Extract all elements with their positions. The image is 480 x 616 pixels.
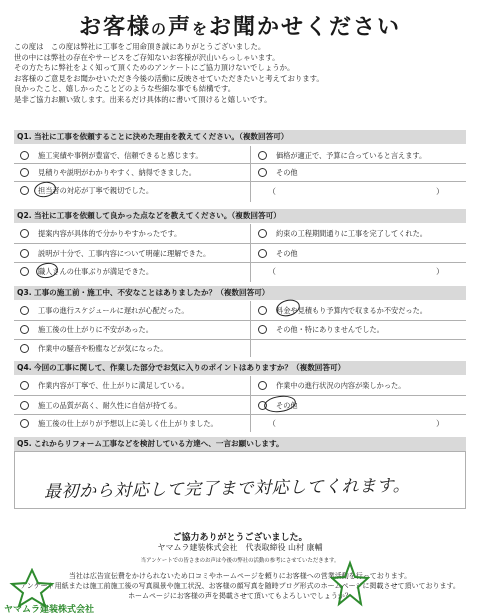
radio-circle-icon	[258, 249, 267, 258]
thanks-text: ご協力ありがとうございました。	[172, 533, 308, 543]
radio-circle-icon	[258, 381, 267, 390]
q2-option-other[interactable]	[258, 249, 298, 259]
title-part: を	[192, 20, 210, 38]
option-label: 作業中の騒音や粉塵などが気になった。	[38, 344, 168, 353]
q4-header	[14, 361, 466, 375]
radio-circle-icon	[20, 229, 29, 238]
q1-option-other[interactable]	[258, 168, 298, 178]
q1-other-field[interactable]: （ ）	[268, 187, 444, 196]
divider	[14, 339, 466, 340]
option-label: 料金や見積もり予算内で収まるか不安だった。	[276, 306, 427, 315]
radio-circle-icon	[20, 344, 29, 353]
q4-other-field[interactable]: （ ）	[268, 419, 444, 428]
radio-circle-icon	[258, 306, 267, 315]
divider	[14, 243, 466, 244]
q3-option-1[interactable]	[20, 306, 189, 316]
q4-option-2[interactable]	[20, 401, 182, 411]
intro-line: 是非ご協力お願い致します。出来るだけ具体的に書いて頂けると嬉しいです。	[14, 94, 272, 104]
option-label: 作業中の進行状況の内容が楽しかった。	[276, 381, 406, 390]
footer-line: アンケート用紙または施工前施工後の写真風景や施工状況、お客様の顔写真を随時ブログ形式のホームページに掲載させて頂いております。	[20, 582, 460, 590]
q4-option-1[interactable]	[20, 381, 189, 391]
divider	[250, 224, 251, 282]
option-label: 工事の進行スケジュールに遅れが心配だった。	[38, 306, 189, 315]
title-part: お客様	[78, 15, 151, 40]
footer-line: ホームページにお客様の声を掲載させて頂いてもよろしいでしょうか？	[128, 592, 352, 600]
intro-line: お客様のご意見をお聞かせいただき今後の活動に反映させていただきたいと考えております。	[14, 73, 324, 83]
q3-option-5[interactable]	[258, 325, 384, 335]
radio-circle-icon	[20, 168, 29, 177]
intro-line: 世の中には弊社の存在やサービスをご存知ないお客様が沢山いらっしゃいます。	[14, 52, 280, 62]
radio-circle-icon	[20, 401, 29, 410]
divider	[14, 262, 466, 263]
question-text: 当社に工事を依頼することに決めた理由を教えてください。（複数回答可）	[34, 132, 289, 141]
option-label: 担当者の対応が丁寧で親切でした。	[38, 186, 154, 195]
option-label: 施工の品質が高く、耐久性に自信が持てる。	[38, 401, 182, 410]
option-label: その他	[276, 168, 298, 177]
q1-option-4[interactable]	[258, 151, 426, 161]
q3-header	[14, 286, 466, 300]
option-label: 職人さんの仕事ぶりが満足できた。	[38, 267, 154, 276]
divider	[14, 395, 466, 396]
q5-header	[14, 437, 466, 451]
divider	[14, 320, 466, 321]
question-number: Q1.	[17, 132, 32, 141]
question-text: 工事の施工前・施工中、不安なことはありましたか？（複数回答可）	[34, 288, 270, 297]
footer-line: 当社は広告宣伝費をかけられないため口コミやホームページを頼りにお客様への営業活動を行っております。	[68, 572, 412, 580]
question-number: Q2.	[17, 211, 32, 220]
option-label: その他	[276, 401, 298, 410]
radio-circle-icon	[20, 419, 29, 428]
divider	[250, 301, 251, 357]
option-label: 施工後の仕上がりに不安があった。	[38, 325, 153, 334]
intro-line: 良かったこと、嬉しかったことどのような些細な事でも結構です。	[14, 84, 236, 94]
title-part: 声	[167, 15, 192, 40]
question-text: これからリフォーム工事などを検討している方達へ、一言お願いします。	[34, 439, 284, 448]
divider	[250, 146, 251, 202]
handwritten-answer: 最初から対応して完了まで対応してくれます。	[43, 475, 411, 503]
divider	[250, 376, 251, 432]
question-number: Q3.	[17, 288, 32, 297]
option-label: 提案内容が具体的で分かりやすかったです。	[38, 229, 182, 238]
question-text: 当社に工事を依頼して良かった点などを教えてください。（複数回答可）	[34, 211, 281, 220]
watermark: ヤマムラ建装株式会社	[4, 605, 95, 615]
divider	[14, 414, 466, 415]
option-label: その他・特にありませんでした。	[276, 325, 384, 334]
q4-option-4[interactable]	[258, 381, 405, 391]
option-label: 施工後の仕上がりが予想以上に美しく仕上がりました。	[38, 419, 218, 428]
q2-option-1[interactable]	[20, 229, 181, 239]
hand-drawn-circle-icon	[263, 394, 297, 414]
radio-circle-icon	[20, 306, 29, 315]
radio-circle-icon	[20, 249, 29, 258]
radio-circle-icon	[20, 267, 29, 276]
option-label: 価格が適正で、予算に合っていると言えます。	[276, 151, 427, 160]
hand-drawn-circle-icon	[33, 180, 58, 199]
radio-circle-icon	[20, 186, 29, 195]
company-name: ヤマムラ建装株式会社 代表取締役 山村 康輔	[157, 543, 323, 552]
radio-circle-icon	[20, 325, 29, 334]
question-number: Q5.	[17, 439, 32, 448]
q2-option-4[interactable]	[258, 229, 427, 239]
question-text: 今回の工事に関して、作業した部分でお気に入りのポイントはありますか？（複数回答可）	[34, 363, 346, 372]
option-label: 見積りや説明がわかりやすく、納得できました。	[38, 168, 196, 177]
radio-circle-icon	[20, 381, 29, 390]
radio-circle-icon	[20, 151, 29, 160]
question-number: Q4.	[17, 363, 32, 372]
page-title	[0, 10, 480, 41]
hand-drawn-circle-icon	[35, 261, 59, 280]
radio-circle-icon	[258, 325, 267, 334]
intro-line: この度は この度は弊社に工事をご用命頂き誠にありがとうございました。	[14, 42, 266, 51]
radio-circle-icon	[258, 168, 267, 177]
q2-option-2[interactable]	[20, 249, 210, 259]
logo-star-icon	[330, 560, 370, 610]
divider	[14, 181, 466, 182]
radio-circle-icon	[258, 151, 267, 160]
q1-header	[14, 130, 466, 144]
q1-option-1[interactable]	[20, 151, 203, 161]
option-label: 施工実績や事例が豊富で、信頼できると感じます。	[38, 151, 203, 160]
option-label: 説明が十分で、工事内容について明確に理解できた。	[38, 249, 211, 258]
option-label: 約束の工程期間通りに工事を完了してくれた。	[276, 229, 427, 238]
intro-text	[14, 42, 470, 106]
q4-option-3[interactable]	[20, 419, 218, 429]
q1-option-2[interactable]	[20, 168, 196, 178]
q3-option-2[interactable]	[20, 325, 153, 335]
q2-other-field[interactable]: （ ）	[268, 267, 444, 276]
intro-line: その方たちに弊社をよく知って頂くためのアンケートにご協力頂けないでしょうか。	[14, 63, 295, 73]
radio-circle-icon	[258, 229, 267, 238]
option-label: その他	[276, 249, 298, 258]
option-label: 作業内容が丁寧で、仕上がりに満足している。	[38, 381, 189, 390]
q3-option-3[interactable]	[20, 344, 167, 354]
title-part: の	[150, 20, 168, 38]
q2-header	[14, 209, 466, 223]
note-text: 当アンケートでの皆さまのお声は今後の弊社の活動の参考にさせていただきます。	[140, 558, 340, 564]
divider	[14, 163, 466, 164]
title-part: お聞かせください	[209, 15, 402, 40]
